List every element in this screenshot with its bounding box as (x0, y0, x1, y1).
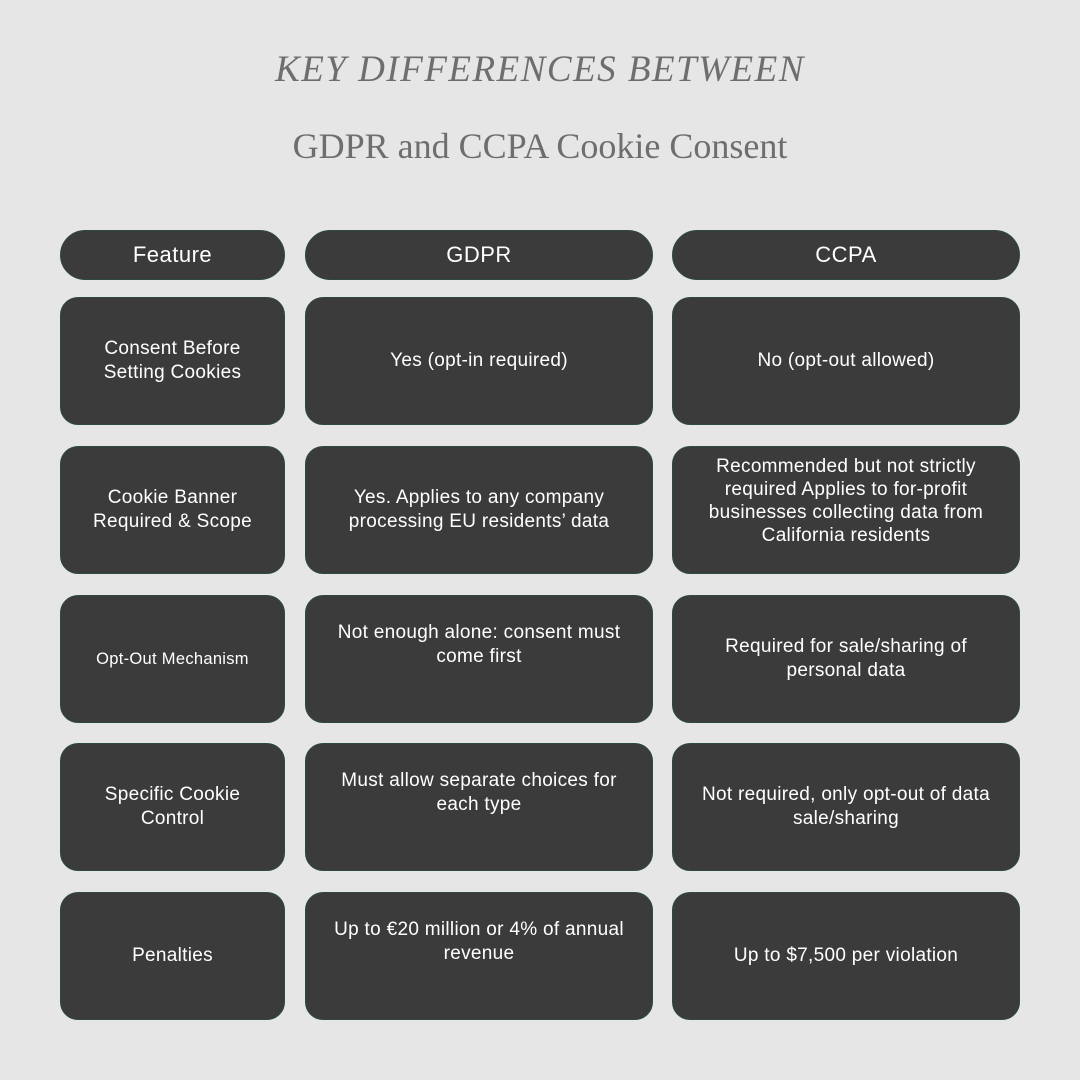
ccpa-value: Required for sale/sharing of personal data (725, 636, 967, 681)
ccpa-value: No (opt-out allowed) (757, 350, 935, 372)
column-header-feature: Feature (60, 230, 285, 280)
gdpr-value: Not enough alone: consent must come first (337, 622, 621, 667)
feature-cell-penalties (60, 892, 285, 1020)
gdpr-cell-cookie-control (305, 743, 653, 871)
ccpa-value: Recommended but not strictly required Applies to for-profit businesses collecting data from California residents (708, 456, 984, 546)
ccpa-value: Not required, only opt-out of data sale/sharing (702, 784, 990, 829)
feature-cell-consent (60, 297, 285, 425)
gdpr-cell-penalties (305, 892, 653, 1020)
gdpr-value: Up to €20 million or 4% of annual revenue (334, 919, 624, 964)
page-title: KEY DIFFERENCES BETWEEN (275, 49, 805, 90)
feature-label: Consent Before Setting Cookies (103, 338, 242, 383)
column-header-ccpa: CCPA (672, 230, 1020, 280)
feature-label: Specific Cookie Control (104, 784, 241, 829)
ccpa-cell-cookie-control (672, 743, 1020, 871)
ccpa-cell-penalties (672, 892, 1020, 1020)
feature-cell-banner (60, 446, 285, 574)
feature-cell-opt-out (60, 595, 285, 723)
ccpa-cell-consent (672, 297, 1020, 425)
gdpr-cell-banner (305, 446, 653, 574)
gdpr-cell-consent (305, 297, 653, 425)
ccpa-cell-opt-out (672, 595, 1020, 723)
gdpr-value: Must allow separate choices for each type (341, 770, 617, 815)
gdpr-value: Yes. Applies to any company processing EU residents’ data (348, 487, 610, 532)
ccpa-value: Up to $7,500 per violation (733, 945, 959, 967)
feature-label: Opt-Out Mechanism (96, 649, 249, 668)
feature-label: Cookie Banner Required & Scope (92, 487, 252, 532)
column-header-gdpr: GDPR (305, 230, 653, 280)
gdpr-cell-opt-out (305, 595, 653, 723)
page-subtitle: GDPR and CCPA Cookie Consent (292, 126, 788, 166)
feature-label: Penalties (132, 945, 213, 967)
ccpa-cell-banner (672, 446, 1020, 574)
feature-cell-cookie-control (60, 743, 285, 871)
gdpr-value: Yes (opt-in required) (390, 350, 568, 372)
